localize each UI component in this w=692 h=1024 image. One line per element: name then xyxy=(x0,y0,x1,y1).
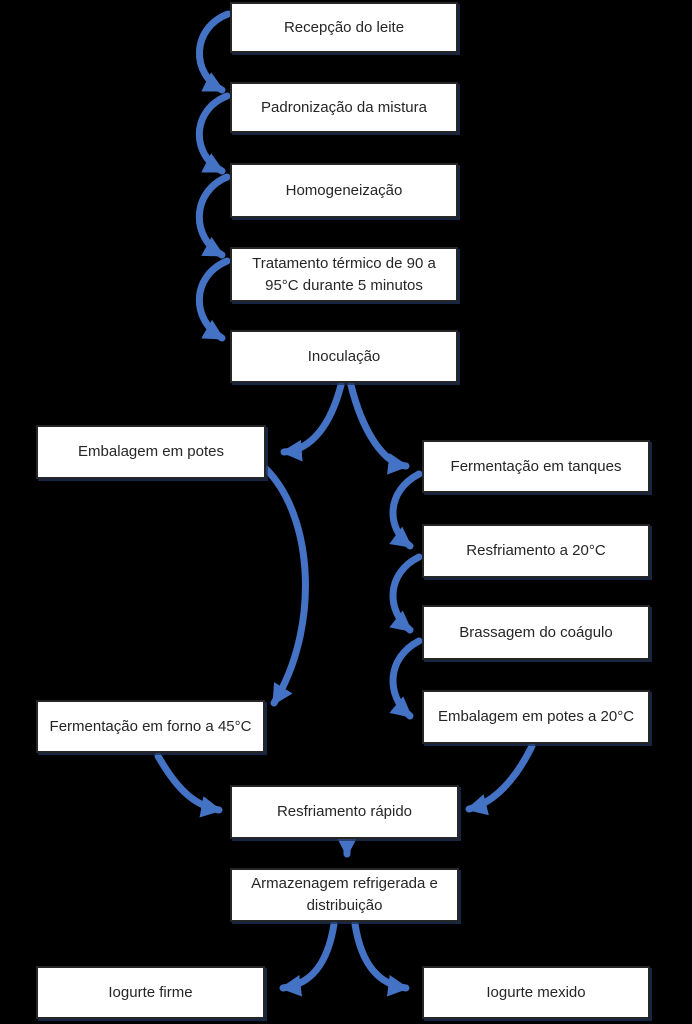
node-embalagem-em-potes: Embalagem em potes xyxy=(36,425,266,479)
node-resfriamento-rapido: Resfriamento rápido xyxy=(230,785,459,839)
node-padronizacao-da-mistura: Padronização da mistura xyxy=(230,82,458,133)
node-homogeneizacao: Homogeneização xyxy=(230,163,458,218)
node-iogurte-mexido: Iogurte mexido xyxy=(422,966,650,1019)
node-inoculacao: Inoculação xyxy=(230,330,458,383)
node-armazenagem-refrigerada: Armazenagem refrigerada e distribuição xyxy=(230,868,459,922)
arrow-embalagem-potes-20-to-resfriamento-rapido xyxy=(469,746,532,809)
arrow-brassagem-to-embalagem-potes-20 xyxy=(393,641,419,716)
arrow-homogeneizacao-to-tratamento xyxy=(199,177,227,255)
arrow-inoculacao-to-fermentacao-tanques xyxy=(351,385,406,466)
arrow-inoculacao-to-embalagem-potes xyxy=(284,385,341,452)
node-tratamento-termico: Tratamento térmico de 90 a 95°C durante 5 minutos xyxy=(230,247,458,302)
arrow-fermentacao-forno-to-resfriamento-rapido xyxy=(158,756,219,810)
arrow-fermentacao-tanques-to-resfriamento-20 xyxy=(393,474,419,546)
arrow-padronizacao-to-homogeneizacao xyxy=(199,96,227,171)
node-embalagem-em-potes-a-20c: Embalagem em potes a 20°C xyxy=(422,690,650,744)
arrow-armazenagem-to-iogurte-firme xyxy=(283,924,334,988)
node-brassagem-do-coagulo: Brassagem do coágulo xyxy=(422,605,650,660)
arrow-tratamento-to-inoculacao xyxy=(199,261,227,338)
arrow-recepcao-to-padronizacao xyxy=(199,14,228,90)
node-iogurte-firme: Iogurte firme xyxy=(36,966,265,1019)
node-recepcao-do-leite: Recepção do leite xyxy=(230,2,458,53)
arrow-embalagem-potes-to-fermentacao-forno xyxy=(266,469,305,703)
node-fermentacao-em-tanques: Fermentação em tanques xyxy=(422,440,650,493)
arrow-resfriamento-20-to-brassagem xyxy=(393,557,419,630)
node-fermentacao-em-forno-45c: Fermentação em forno a 45°C xyxy=(36,700,265,753)
arrow-armazenagem-to-iogurte-mexido xyxy=(355,924,406,988)
node-resfriamento-a-20c: Resfriamento a 20°C xyxy=(422,524,650,578)
